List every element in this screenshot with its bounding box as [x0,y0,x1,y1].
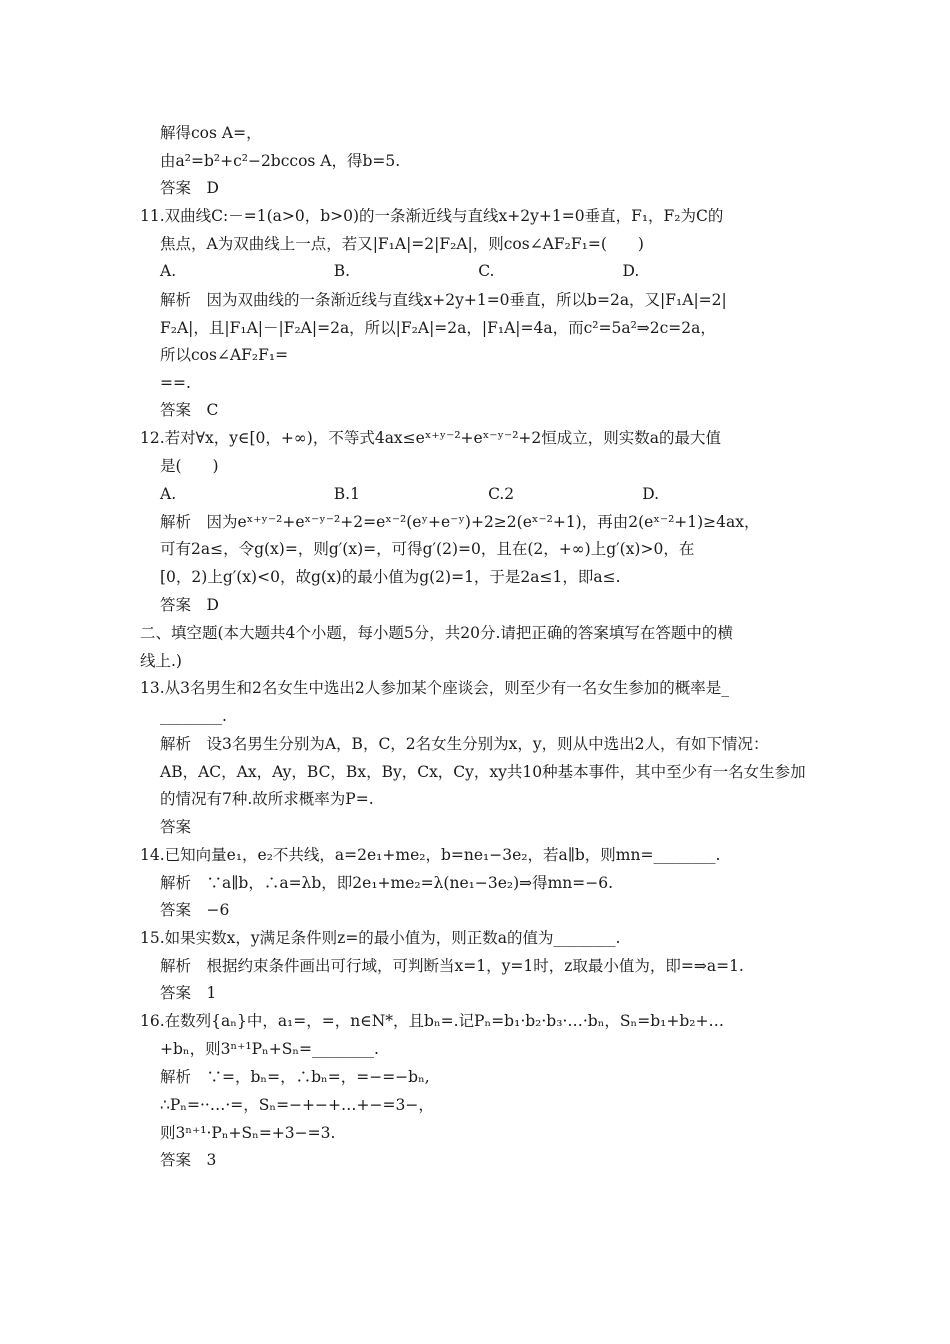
solution-line: 由a²=b²+c²−2bccos A，得b=5. [160,152,401,170]
solution-line: AB，AC，Ax，Ay，BC，Bx，By，Cx，Cy，xy共10种基本事件，其中至少有一名女生参加 [160,763,806,781]
solution-line: 的情况有7种.故所求概率为P=. [160,790,374,808]
answer-line: 答案 3 [160,1151,217,1169]
question-16-line: 16.在数列{aₙ}中，a₁=，=，n∈N*，且bₙ=.记Pₙ=b₁·b₂·b₃·…·bₙ，Sₙ=b₁+b₂+… [140,1012,724,1030]
answer-line: 答案 [160,818,192,836]
question-13-line: ________. [160,707,227,725]
solution-line: 解析 ∵a∥b，∴a=λb，即2e₁+me₂=λ(ne₁−3e₂)⇒得mn=−6. [160,874,614,892]
question-12-line: 12.若对∀x，y∈[0，+∞)，不等式4ax≤eˣ⁺ʸ⁻²+eˣ⁻ʸ⁻²+2恒成立，则实数a的最大值 [140,429,722,447]
section-heading: 二、填空题(本大题共4个小题，每小题5分，共20分.请把正确的答案填写在答题中的横 [140,624,733,642]
question-16-line: +bₙ，则3ⁿ⁺¹Pₙ+Sₙ=________. [160,1040,379,1058]
solution-line: 解析 因为双曲线的一条渐近线与直线x+2y+1=0垂直，所以b=2a，又|F₁A|=2| [160,291,727,309]
question-11-line: 11.双曲线C:－=1(a>0，b>0)的一条渐近线与直线x+2y+1=0垂直，F₁，F₂为C的 [140,207,724,225]
solution-line: [0，2)上g′(x)<0，故g(x)的最小值为g(2)=1，于是2a≤1，即a≤. [160,568,621,586]
solution-line: 则3ⁿ⁺¹·Pₙ+Sₙ=+3−=3. [160,1124,336,1142]
question-11-options: A. B. C. D. [160,262,640,280]
solution-line: 解析 设3名男生分别为A，B，C，2名女生分别为x，y，则从中选出2人，有如下情况： [160,735,769,753]
question-15-line: 15.如果实数x，y满足条件则z=的最小值为，则正数a的值为________. [140,929,621,947]
question-12-options: A. B.1 C.2 D. [160,485,660,503]
answer-line: 答案 C [160,401,219,419]
question-12-line: 是( ) [160,457,219,475]
solution-line: 所以cos∠AF₂F₁= [160,346,289,364]
solution-line: 可有2a≤，令g(x)=，则g′(x)=，可得g′(2)=0，且在(2，+∞)上g′(x)>0，在 [160,540,695,558]
solution-line: 解析 根据约束条件画出可行域，可判断当x=1，y=1时，z取最小值为，即=⇒a=1. [160,957,744,975]
answer-line: 答案 D [160,596,219,614]
solution-line: 解析 ∵=，bₙ=，∴bₙ=，=−=−bₙ, [160,1068,430,1086]
answer-line: 答案 −6 [160,901,230,919]
question-11-line: 焦点，A为双曲线上一点，若又|F₁A|=2|F₂A|，则cos∠AF₂F₁=( ) [160,235,644,253]
answer-line: 答案 D [160,179,219,197]
solution-line: ∴Pₙ=··…·=，Sₙ=−+−+…+−=3−， [160,1096,434,1114]
solution-line: F₂A|，且|F₁A|－|F₂A|=2a，所以|F₂A|=2a，|F₁A|=4a，而c²=5a²⇒2c=2a， [160,319,716,337]
solution-line: ==. [160,374,191,392]
answer-line: 答案 1 [160,984,217,1002]
solution-line: 解析 因为eˣ⁺ʸ⁻²+eˣ⁻ʸ⁻²+2=eˣ⁻²(eʸ+e⁻ʸ)+2≥2(eˣ⁻²+1)，再由2(eˣ⁻²+1)≥4ax， [160,513,760,531]
question-13-line: 13.从3名男生和2名女生中选出2人参加某个座谈会，则至少有一名女生参加的概率是_ [140,679,729,697]
solution-line: 解得cos A=， [160,124,262,142]
question-14-line: 14.已知向量e₁，e₂不共线，a=2e₁+me₂，b=ne₁−3e₂，若a∥b，则mn=________. [140,846,721,864]
section-heading: 线上.) [140,652,182,670]
